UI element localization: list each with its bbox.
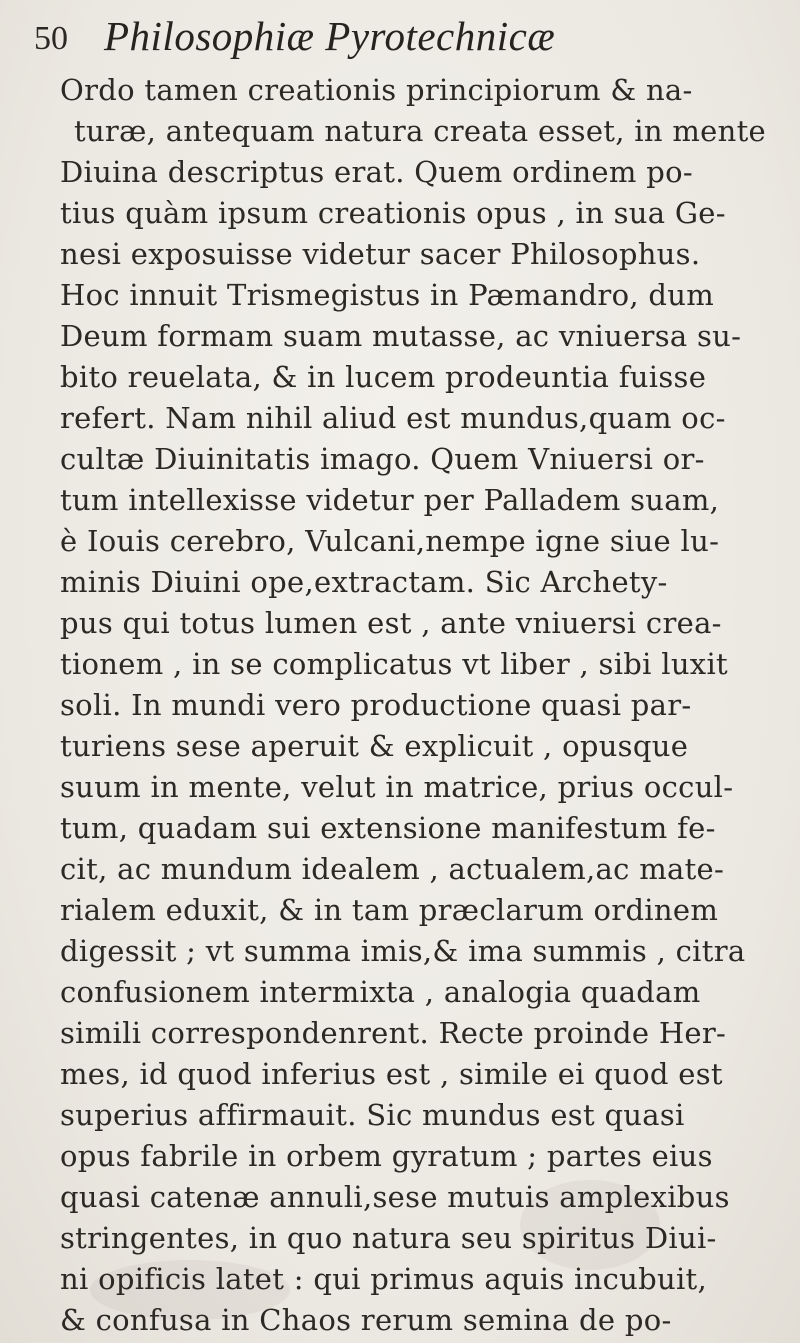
text-line: ni opificis latet : qui primus aquis incubuit,: [60, 1262, 708, 1296]
text-line: soli. In mundi vero productione quasi par-: [60, 688, 692, 722]
running-title: Philosophiæ Pyrotechnicæ: [104, 13, 556, 59]
text-line: quasi catenæ annuli,sese mutuis amplexibus: [60, 1180, 730, 1214]
text-line: Deum formam suam mutasse, ac vniuersa su-: [60, 319, 742, 353]
text-line: suum in mente, velut in matrice, prius occul-: [60, 770, 734, 804]
text-line: minis Diuini ope,extractam. Sic Archety-: [60, 565, 668, 599]
text-line: digessit ; vt summa imis,& ima summis , citra: [60, 934, 746, 968]
text-line: cultæ Diuinitatis imago. Quem Vniuersi or-: [60, 442, 705, 476]
text-line: bito reuelata, & in lucem prodeuntia fuisse: [60, 360, 707, 394]
text-line: pus qui totus lumen est , ante vniuersi crea-: [60, 606, 722, 640]
text-line: rialem eduxit, & in tam præclarum ordinem: [60, 893, 719, 927]
page-header: [34, 6, 774, 68]
text-line: mes, id quod inferius est , simile ei quod est: [60, 1057, 723, 1091]
text-line: opus fabrile in orbem gyratum ; partes eius: [60, 1139, 713, 1173]
text-line: & confusa in Chaos rerum semina de po-: [60, 1303, 672, 1337]
text-line: Hoc innuit Trismegistus in Pæmandro, dum: [60, 278, 715, 312]
text-line: superius affirmauit. Sic mundus est quasi: [60, 1098, 685, 1132]
page-number: 50: [34, 20, 68, 57]
text-line: turiens sese aperuit & explicuit , opusque: [60, 729, 689, 763]
text-line: tum, quadam sui extensione manifestum fe-: [60, 811, 716, 845]
text-line: turæ, antequam natura creata esset, in mente: [74, 114, 767, 148]
text-line: tum intellexisse videtur per Palladem suam,: [60, 483, 720, 517]
text-line: nesi exposuisse videtur sacer Philosophus.: [60, 237, 701, 271]
text-line: tius quàm ipsum creationis opus , in sua Ge-: [60, 196, 726, 230]
body-text: [60, 70, 780, 1341]
text-line: simili correspondenrent. Recte proinde Her-: [60, 1016, 727, 1050]
text-line: è Iouis cerebro, Vulcani,nempe igne siue lu-: [60, 524, 720, 558]
text-line: stringentes, in quo natura seu spiritus Diui-: [60, 1221, 717, 1255]
text-line: refert. Nam nihil aliud est mundus,quam oc-: [60, 401, 726, 435]
text-line: Diuina descriptus erat. Quem ordinem po-: [60, 155, 693, 189]
text-line: cit, ac mundum idealem , actualem,ac mate-: [60, 852, 725, 886]
text-line: tionem , in se complicatus vt liber , sibi luxit: [60, 647, 728, 681]
text-line: confusionem intermixta , analogia quadam: [60, 975, 701, 1009]
text-line: Ordo tamen creationis principiorum & na-: [60, 73, 693, 107]
